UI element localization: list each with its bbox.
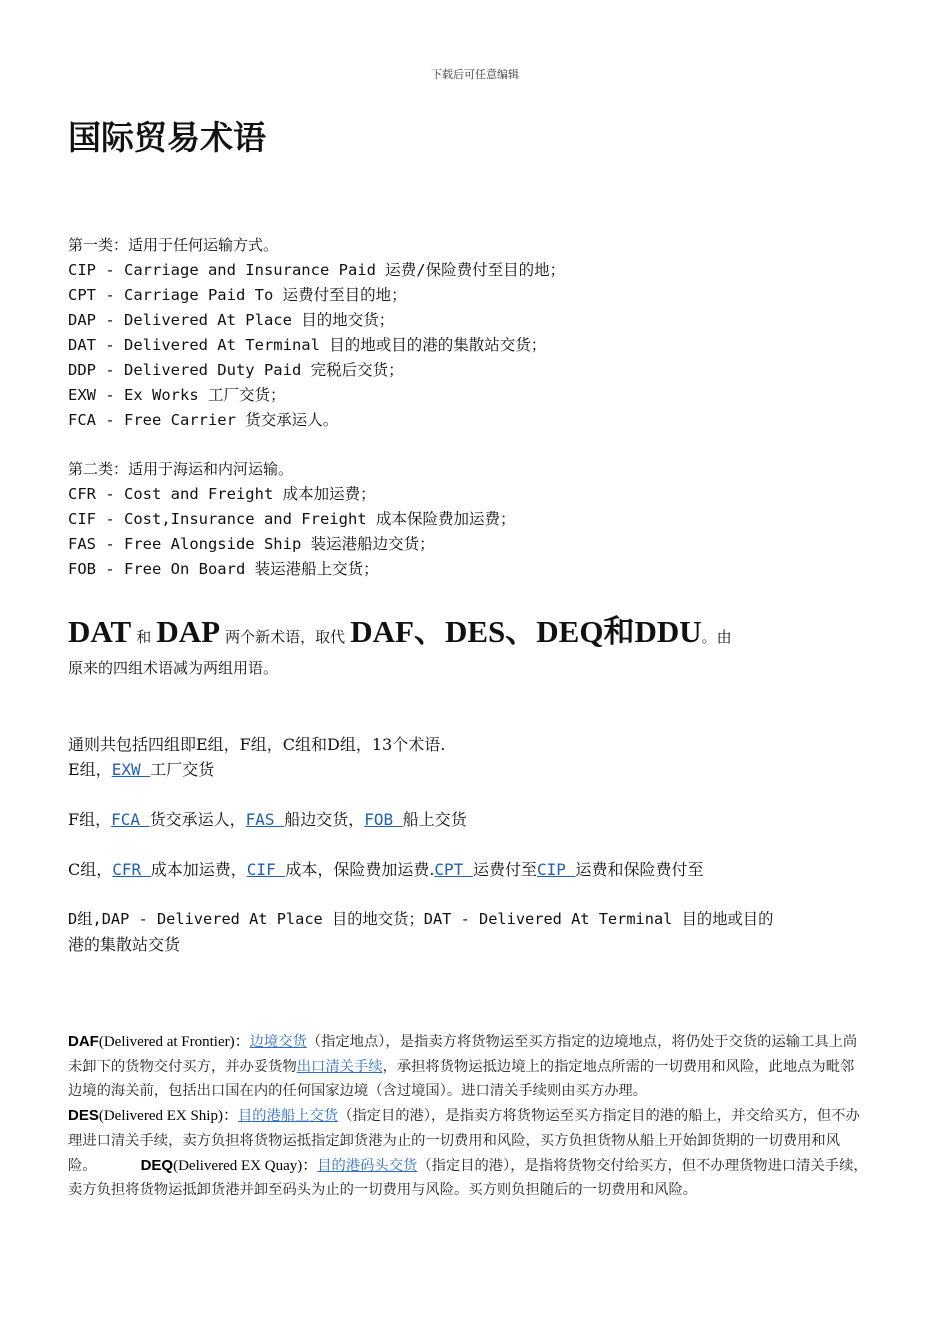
new-terms-paragraph: [68, 612, 888, 679]
group-2-item: CIF - Cost,Insurance and Freight 成本保险费加运费；: [68, 510, 516, 528]
replaced-terms: DAF、DES、DEQ和DDU: [350, 614, 702, 649]
general-intro: 通则共包括四组即E组，F组，C组和D组，13个术语.: [68, 735, 446, 754]
link-cfr[interactable]: CFR: [112, 860, 151, 879]
group-e-label: E组，: [68, 760, 112, 779]
group-1-item: DAP - Delivered At Place 目的地交货；: [68, 311, 395, 329]
deq-text: （指定目的港），是指将货物交付给买方，但不办理货物进口清关手续，卖方负担将货物运抵卸货港并卸至码头为止的一切费用与风险。买方则负担随后的一切费用和风险。: [68, 1157, 868, 1199]
group-1-item: CIP - Carriage and Insurance Paid 运费/保险费付至目的地；: [68, 261, 566, 279]
daf-text: （指定地点），是指卖方将货物运至买方指定的边境地点，将仍处于交货的运输工具上尚未卸下的货物交付买方，并办妥货物: [68, 1034, 858, 1075]
daf-text-2: ，承担将货物运抵边境上的指定地点所需的一切费用和风险，此地点为毗邻边境的海关前，包括出口国在内的任何国家边境（含过境国）。进口清关手续则由买方办理。: [68, 1058, 855, 1100]
group-1-item: DDP - Delivered Duty Paid 完税后交货；: [68, 361, 404, 379]
group-c-text: 成本，保险费加运费.: [285, 860, 435, 879]
link-cif[interactable]: CIF: [246, 860, 286, 879]
link-cpt[interactable]: CPT: [434, 860, 473, 879]
link-fas[interactable]: FAS: [245, 810, 285, 829]
group-1-item: DAT - Delivered At Terminal 目的地或目的港的集散站交货；: [68, 336, 547, 354]
def-daf: [68, 1030, 868, 1104]
link-fob[interactable]: FOB: [364, 810, 403, 829]
group-f-label: F组，: [68, 810, 112, 829]
link-ex-ship-delivery[interactable]: 目的港船上交货: [237, 1108, 339, 1125]
link-ex-quay-delivery[interactable]: 目的港码头交货: [317, 1157, 418, 1174]
new-terms-line-2: 原来的四组术语减为两组用语。: [68, 659, 279, 677]
definitions-section: [68, 1030, 868, 1203]
group-d-line-2: 港的集散站交货: [68, 935, 181, 954]
daf-abbr: DAF: [68, 1033, 99, 1050]
group-c-text: 运费和保险费付至: [575, 860, 704, 879]
word-and: 和: [136, 628, 152, 646]
group-2-section: [68, 457, 888, 582]
link-cip[interactable]: CIP: [536, 860, 576, 879]
group-f-line: [68, 807, 888, 832]
group-2-item: FOB - Free On Board 装运港船上交货；: [68, 560, 379, 578]
group-d-line: D组,DAP - Delivered At Place 目的地交货；DAT - Delivered At Terminal 目的地或目的: [68, 910, 774, 928]
group-2-item: CFR - Cost and Freight 成本加运费；: [68, 485, 376, 503]
group-e-line: [68, 757, 888, 782]
new-terms-text: 两个新术语，取代: [225, 628, 346, 646]
des-english: (Delivered EX Ship)：: [98, 1108, 238, 1125]
new-terms-tail: 。由: [701, 628, 732, 646]
general-section: [68, 732, 888, 957]
term-dap: DAP: [156, 614, 221, 649]
deq-abbr: DEQ: [140, 1156, 174, 1174]
group-f-text: 船上交货: [402, 810, 467, 829]
group-1-heading: 第一类：适用于任何运输方式。: [68, 236, 279, 254]
group-e-text: 工厂交货: [150, 760, 215, 779]
link-export-clearance[interactable]: 出口清关手续: [296, 1058, 383, 1075]
link-border-delivery[interactable]: 边境交货: [249, 1034, 307, 1050]
def-des-deq: [68, 1104, 868, 1203]
group-2-heading: 第二类：适用于海运和内河运输。: [68, 460, 294, 478]
page-header: 下载后可任意编辑: [431, 68, 519, 81]
group-f-text: 货交承运人，: [149, 810, 246, 829]
group-c-text: 运费付至: [472, 860, 537, 879]
des-abbr: DES: [68, 1107, 99, 1125]
group-1-section: [68, 233, 888, 433]
group-c-text: 成本加运费，: [150, 860, 247, 879]
page-title: 国际贸易术语: [68, 118, 266, 157]
group-1-item: CPT - Carriage Paid To 运费付至目的地；: [68, 286, 407, 304]
term-dat: DAT: [68, 614, 132, 649]
group-f-text: 船边交货，: [284, 810, 365, 829]
group-2-item: FAS - Free Alongside Ship 装运港船边交货；: [68, 535, 435, 553]
link-fca[interactable]: FCA: [111, 810, 150, 829]
des-text: （指定目的港），是指卖方将货物运至买方指定目的港的船上，并交给买方，但不办理进口清关手续，卖方负担将货物运抵指定卸货港为止的一切费用和风险，买方负担货物从船上开始卸货期的一切费用和风险。: [68, 1108, 860, 1174]
daf-english: (Delivered at Frontier)：: [98, 1034, 250, 1050]
group-1-item: EXW - Ex Works 工厂交货；: [68, 386, 286, 404]
group-c-label: C组，: [68, 860, 113, 879]
link-exw[interactable]: EXW: [111, 760, 151, 779]
group-1-item: FCA - Free Carrier 货交承运人。: [68, 411, 339, 429]
group-c-line: [68, 857, 888, 882]
deq-english: (Delivered EX Quay)：: [173, 1157, 318, 1174]
